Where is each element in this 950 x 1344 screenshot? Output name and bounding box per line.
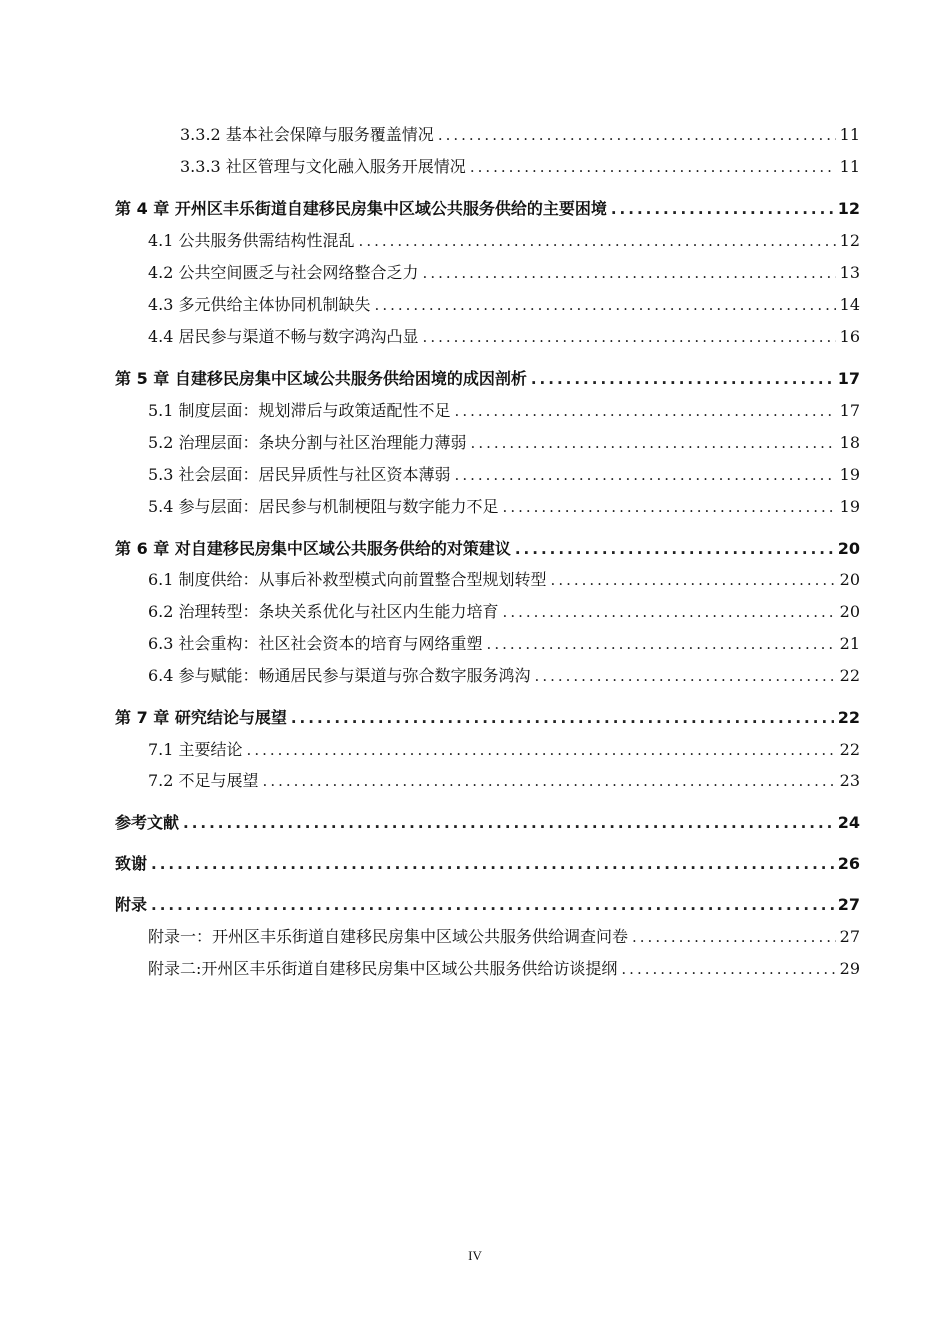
dot-leader [535,667,836,685]
toc-entry-title: 6.3 社会重构：社区社会资本的培育与网络重塑 [148,634,483,653]
dot-leader [632,928,836,946]
toc-chapter[interactable] [115,366,860,389]
dot-leader [531,370,834,388]
dot-leader [471,434,836,452]
toc-entry[interactable] [148,462,860,485]
toc-entry-title: 4.1 公共服务供需结构性混乱 [148,231,355,250]
dot-leader [423,264,836,282]
toc-entry[interactable] [148,599,860,622]
toc-entry[interactable] [180,122,860,145]
toc-chapter-title: 第 5 章 自建移民房集中区域公共服务供给困境的成因剖析 [115,369,527,388]
toc-entry[interactable] [148,631,860,654]
toc-entry-page: 20 [839,602,860,621]
dot-leader [551,571,836,589]
toc-chapter[interactable] [115,810,860,833]
toc-entry-page: 14 [839,295,860,314]
dot-leader [359,232,836,250]
toc-entry[interactable] [180,154,860,177]
toc-chapter-page: 12 [837,199,860,218]
toc-entry-title: 7.1 主要结论 [148,740,243,759]
toc-chapter-title: 第 4 章 开州区丰乐街道自建移民房集中区域公共服务供给的主要困境 [115,199,607,218]
toc-entry-page: 18 [839,433,860,452]
toc-entry[interactable] [148,292,860,315]
toc-entry-title: 附录一：开州区丰乐街道自建移民房集中区域公共服务供给调查问卷 [148,927,629,946]
dot-leader [515,540,834,558]
toc-chapter-title: 参考文献 [115,813,180,832]
toc-entry[interactable] [148,737,860,760]
toc-entry-title: 3.3.2 基本社会保障与服务覆盖情况 [180,125,434,144]
toc-chapter[interactable] [115,892,860,915]
dot-leader [438,126,836,144]
toc-chapter[interactable] [115,196,860,219]
toc-entry-page: 23 [839,771,860,790]
toc-entry-page: 19 [839,465,860,484]
toc-entry-page: 27 [839,927,860,946]
dot-leader [151,855,834,873]
toc-entry[interactable] [148,430,860,453]
dot-leader [611,200,834,218]
toc-chapter-page: 26 [837,854,860,873]
dot-leader [503,603,836,621]
toc-entry-title: 5.3 社会层面：居民异质性与社区资本薄弱 [148,465,451,484]
toc-chapter-page: 24 [837,813,860,832]
toc-entry-page: 22 [839,666,860,685]
toc-entry[interactable] [148,398,860,421]
dot-leader [487,635,836,653]
toc-entry-page: 20 [839,570,860,589]
toc-chapter-title: 第 7 章 研究结论与展望 [115,708,287,727]
toc-chapter-page: 27 [837,895,860,914]
dot-leader [291,709,834,727]
toc-entry[interactable] [148,228,860,251]
dot-leader [247,741,836,759]
dot-leader [183,814,834,832]
toc-entry-title: 4.3 多元供给主体协同机制缺失 [148,295,371,314]
dot-leader [621,960,835,978]
dot-leader [423,328,836,346]
toc-chapter-page: 20 [837,539,860,558]
toc-entry-page: 16 [839,327,860,346]
toc-entry[interactable] [148,494,860,517]
toc-entry-page: 12 [839,231,860,250]
toc-entry-page: 21 [839,634,860,653]
toc-entry-title: 6.4 参与赋能：畅通居民参与渠道与弥合数字服务鸿沟 [148,666,531,685]
toc-chapter-title: 附录 [115,895,148,914]
toc-entry-title: 5.4 参与层面：居民参与机制梗阻与数字能力不足 [148,497,499,516]
toc-chapter-title: 致谢 [115,854,148,873]
toc-entry[interactable] [148,260,860,283]
dot-leader [151,896,834,914]
toc-entry-title: 5.2 治理层面：条块分割与社区治理能力薄弱 [148,433,467,452]
toc-chapter-title: 第 6 章 对自建移民房集中区域公共服务供给的对策建议 [115,539,511,558]
toc-entry[interactable] [148,324,860,347]
dot-leader [455,402,836,420]
toc-entry-page: 11 [839,157,860,176]
toc-entry-title: 7.2 不足与展望 [148,771,259,790]
toc-chapter[interactable] [115,705,860,728]
toc-entry-title: 附录二:开州区丰乐街道自建移民房集中区域公共服务供给访谈提纲 [148,959,618,978]
toc-chapter[interactable] [115,536,860,559]
toc-entry[interactable] [148,663,860,686]
toc-chapter-page: 17 [837,369,860,388]
page-number: IV [468,1248,482,1263]
toc-entry[interactable] [148,567,860,590]
toc-entry-page: 17 [839,401,860,420]
dot-leader [503,498,836,516]
toc-chapter-page: 22 [837,708,860,727]
toc-entry-page: 29 [839,959,860,978]
dot-leader [470,158,836,176]
toc-chapter[interactable] [115,851,860,874]
toc-entry-title: 3.3.3 社区管理与文化融入服务开展情况 [180,157,466,176]
toc-entry-page: 19 [839,497,860,516]
toc-entry-title: 5.1 制度层面：规划滞后与政策适配性不足 [148,401,451,420]
toc-entry-page: 22 [839,740,860,759]
toc-entry-page: 11 [839,125,860,144]
toc-entry-title: 6.1 制度供给：从事后补救型模式向前置整合型规划转型 [148,570,547,589]
toc-entry-title: 6.2 治理转型：条块关系优化与社区内生能力培育 [148,602,499,621]
toc-entry-title: 4.2 公共空间匮乏与社会网络整合乏力 [148,263,419,282]
toc-entry[interactable] [148,956,860,979]
toc-entry-title: 4.4 居民参与渠道不畅与数字鸿沟凸显 [148,327,419,346]
dot-leader [455,466,836,484]
dot-leader [375,296,836,314]
toc-entry[interactable] [148,924,860,947]
dot-leader [263,772,836,790]
toc-entry[interactable] [148,768,860,791]
toc-entry-page: 13 [839,263,860,282]
